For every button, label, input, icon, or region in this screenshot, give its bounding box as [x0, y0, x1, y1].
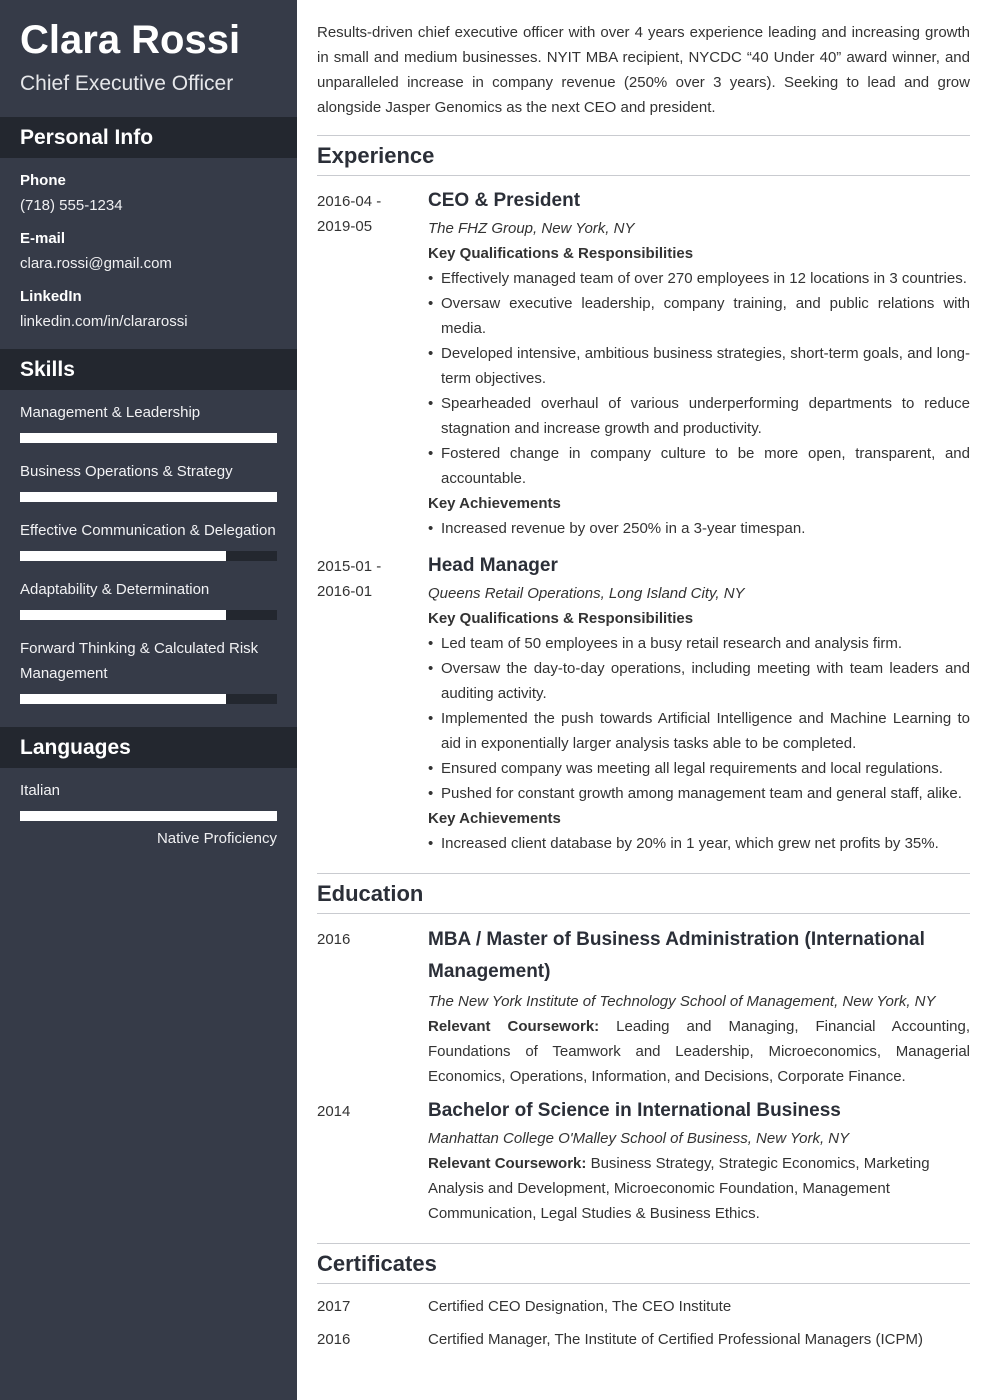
coursework-label: Relevant Coursework:	[428, 1018, 600, 1035]
list-item: • Increased revenue by over 250% in a 3-year timespan.	[428, 516, 970, 541]
achievements-heading: Key Achievements	[428, 810, 561, 827]
skill-bar-fill	[20, 433, 277, 443]
job-entry	[428, 552, 970, 856]
edu-coursework	[428, 1014, 970, 1089]
list-item: • Fostered change in company culture to be more open, transparent, and accountable.	[428, 441, 970, 491]
job-org: The FHZ Group, New York, NY	[428, 220, 635, 237]
skill-name: Effective Communication & Delegation	[20, 522, 276, 539]
list-item: • Effectively managed team of over 270 employees in 12 locations in 3 countries.	[428, 266, 970, 291]
list-item: • Developed intensive, ambitious business strategies, short-term goals, and long-term objectives.	[428, 341, 970, 391]
skill-name: Management & Leadership	[20, 404, 201, 421]
list-item: • Pushed for constant growth among management team and general staff, alike.	[428, 781, 970, 806]
profile-title: Chief Executive Officer	[20, 72, 234, 95]
linkedin-value: linkedin.com/in/clararossi	[20, 313, 188, 330]
list-item: • Implemented the push towards Artificial Intelligence and Machine Learning to aid in exponentially larger analysis tasks able to be completed.	[428, 706, 970, 756]
achievements-heading: Key Achievements	[428, 495, 561, 512]
education-heading: Education	[317, 881, 424, 906]
job-date	[317, 189, 417, 239]
profile-name: Clara Rossi	[20, 18, 241, 62]
job-title: Head Manager	[428, 555, 558, 576]
linkedin-label: LinkedIn	[20, 288, 82, 305]
sidebar	[0, 0, 297, 1400]
cert-date: 2016	[317, 1331, 351, 1348]
skill-name: Adaptability & Determination	[20, 581, 210, 598]
skill-bar-fill	[20, 610, 226, 620]
divider	[317, 913, 970, 914]
job-date-start: 2015-01 -	[317, 558, 382, 575]
resp-heading: Key Qualifications & Responsibilities	[428, 610, 694, 627]
certificates-heading: Certificates	[317, 1251, 437, 1276]
languages-heading: Languages	[0, 727, 297, 768]
edu-date: 2014	[317, 1103, 351, 1120]
cert-name: Certified CEO Designation, The CEO Institute	[428, 1298, 732, 1315]
edu-entry	[428, 1097, 970, 1226]
list-item: • Oversaw the day-to-day operations, including meeting with team leaders and auditing activity.	[428, 656, 970, 706]
edu-degree: MBA / Master of Business Administration (International Management)	[428, 929, 925, 982]
summary: Results-driven chief executive officer with over 4 years experience leading and increasing growth in small and medium businesses. NYIT MBA recipient, NYCDC “40 Under 40” award winner, and unparalleled increase in company revenue (250% over 3 years). Seeking to lead and grow alongside Jasper Genomics as the next CEO and president.	[317, 24, 970, 116]
cert-name: Certified Manager, The Institute of Certified Professional Managers (ICPM)	[428, 1331, 923, 1348]
edu-entry	[428, 924, 970, 1089]
skill-bar-fill	[20, 492, 277, 502]
skill-bar	[20, 433, 277, 443]
skills-heading: Skills	[0, 349, 297, 390]
cert-date: 2017	[317, 1298, 351, 1315]
skill-bar	[20, 610, 277, 620]
divider	[317, 135, 970, 136]
edu-date: 2016	[317, 931, 351, 948]
email-label: E-mail	[20, 230, 66, 247]
skill-bar-fill	[20, 694, 226, 704]
email-value: clara.rossi@gmail.com	[20, 255, 172, 272]
language-bar	[20, 811, 277, 821]
edu-coursework	[428, 1151, 970, 1226]
personal-info-heading: Personal Info	[0, 117, 297, 158]
divider	[317, 873, 970, 874]
responsibility-list	[428, 266, 970, 491]
skill-bar	[20, 492, 277, 502]
job-date-start: 2016-04 -	[317, 193, 382, 210]
language-name: Italian	[20, 782, 61, 799]
edu-school: The New York Institute of Technology School of Management, New York, NY	[428, 993, 936, 1010]
list-item: • Increased client database by 20% in 1 year, which grew net profits by 35%.	[428, 831, 970, 856]
divider	[317, 1283, 970, 1284]
resp-heading: Key Qualifications & Responsibilities	[428, 245, 694, 262]
divider	[317, 1243, 970, 1244]
coursework-text: Leading and Managing, Financial Accounting, Foundations of Teamwork and Leadership, Microeconomics, Managerial Economics, Operations, Information, and Decisions, Corporate Finance.	[428, 1018, 971, 1085]
skill-name: Business Operations & Strategy	[20, 463, 233, 480]
job-entry	[428, 187, 970, 541]
edu-degree: Bachelor of Science in International Business	[428, 1100, 841, 1121]
job-date	[317, 554, 417, 604]
list-item: • Led team of 50 employees in a busy retail research and analysis firm.	[428, 631, 970, 656]
job-date-end: 2019-05	[317, 218, 373, 235]
language-bar-fill	[20, 811, 277, 821]
list-item: • Spearheaded overhaul of various underperforming departments to reduce stagnation and increase growth and productivity.	[428, 391, 970, 441]
coursework-text: Business Strategy, Strategic Economics, Marketing Analysis and Development, Microeconomic Foundation, Management Communication, Legal Studies & Business Ethics.	[428, 1155, 930, 1222]
achievement-list	[428, 831, 970, 856]
job-title: CEO & President	[428, 190, 581, 211]
achievement-list	[428, 516, 970, 541]
list-item: • Ensured company was meeting all legal requirements and local regulations.	[428, 756, 970, 781]
language-level: Native Proficiency	[156, 830, 277, 847]
edu-school: Manhattan College O'Malley School of Business, New York, NY	[428, 1130, 850, 1147]
skill-bar-fill	[20, 551, 226, 561]
list-item: • Oversaw executive leadership, company training, and public relations with media.	[428, 291, 970, 341]
skill-bar	[20, 551, 277, 561]
responsibility-list	[428, 631, 970, 806]
job-date-end: 2016-01	[317, 583, 373, 600]
coursework-label: Relevant Coursework:	[428, 1155, 587, 1172]
phone-value: (718) 555-1234	[20, 197, 123, 214]
divider	[317, 175, 970, 176]
phone-label: Phone	[20, 172, 66, 189]
experience-heading: Experience	[317, 143, 435, 168]
job-org: Queens Retail Operations, Long Island City, NY	[428, 585, 745, 602]
skill-name: Forward Thinking & Calculated Risk Management	[20, 640, 259, 682]
skill-bar	[20, 694, 277, 704]
